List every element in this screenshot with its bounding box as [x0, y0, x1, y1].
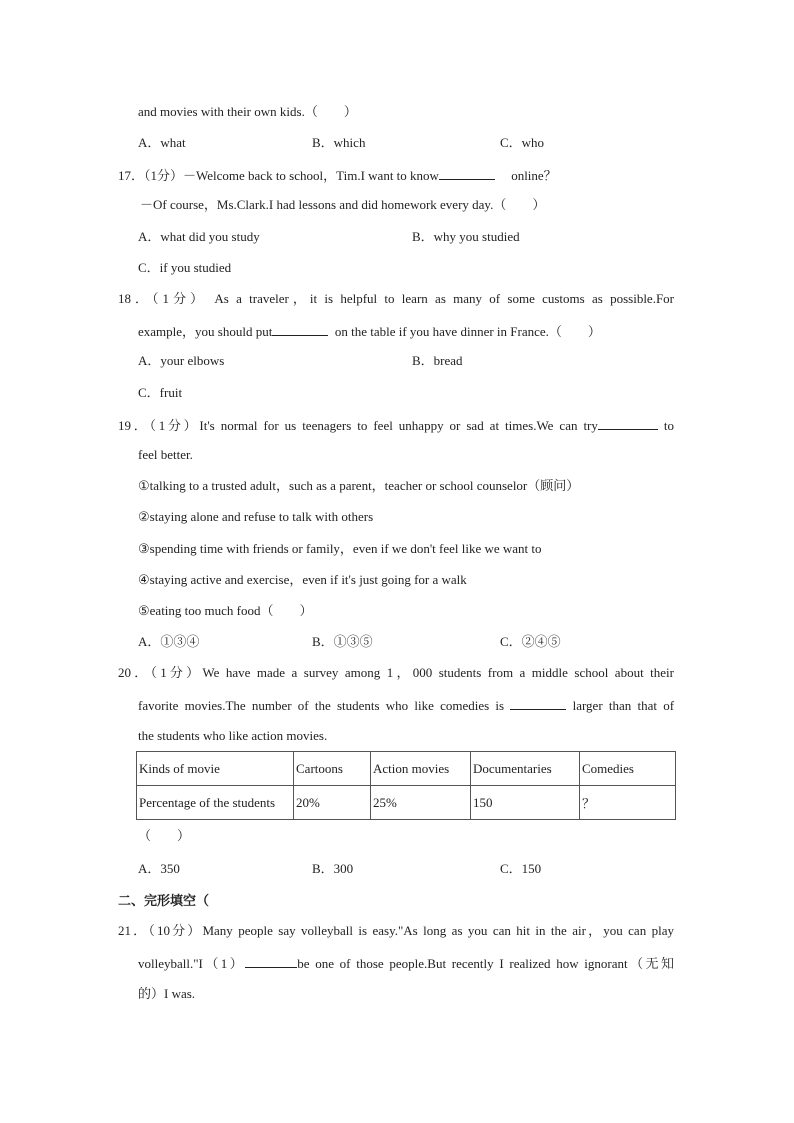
- q20-option-a[interactable]: A．350: [138, 861, 180, 876]
- q19-blank: [598, 415, 658, 430]
- q19-option-c[interactable]: C．②④⑤: [500, 634, 561, 649]
- q16-option-c[interactable]: C．who: [500, 135, 545, 150]
- section-heading-cloze: 二、完形填空（: [118, 894, 210, 909]
- q17-option-a[interactable]: A．what did you study: [138, 229, 260, 244]
- q17-text-b: online？: [511, 168, 557, 183]
- q21-text-2b: be one of those people.But recently I realized how ignorant（无知: [297, 956, 675, 971]
- q17-text-a: －Welcome back to school，Tim.I want to know: [183, 168, 439, 183]
- table-cell: Percentage of the students: [137, 786, 294, 820]
- table-header-cell: Documentaries: [471, 752, 580, 786]
- table-header-cell: Cartoons: [294, 752, 371, 786]
- q20-text-2a: favorite movies.The number of the students who like comedies is: [138, 698, 505, 713]
- q16-option-a[interactable]: A．what: [138, 135, 186, 150]
- q18-stem-line1: [118, 290, 674, 308]
- q19-option-a[interactable]: A．①③④: [138, 634, 200, 649]
- q16-stem-tail: and movies with their own kids.（ ）: [138, 104, 357, 119]
- q21-stem-line1: [118, 922, 674, 940]
- q19-stem-line2: feel better.: [138, 447, 193, 462]
- q19-item-3: ③spending time with friends or family，even if we don't feel like we want to: [138, 541, 542, 556]
- table-header-cell: Comedies: [580, 752, 676, 786]
- q18-text-2b: on the table if you have dinner in France.（ ）: [334, 324, 601, 339]
- table-cell: 150: [471, 786, 580, 820]
- q20-text-1: We have made a survey among 1，000 students from a middle school about their: [202, 665, 674, 680]
- q18-blank: [272, 321, 328, 336]
- q17-stem-line2: －Of course，Ms.Clark.I had lessons and did homework every day.（ ）: [140, 197, 546, 212]
- q18-text-2a: example，you should put: [138, 324, 273, 339]
- q18-text-1: As a traveler，it is helpful to learn as many of some customs as possible.For: [214, 291, 675, 306]
- q18-stem-line2: [138, 321, 601, 341]
- q19-item-5: ⑤eating too much food（ ）: [138, 603, 313, 618]
- q18-option-b[interactable]: B．bread: [412, 353, 463, 368]
- survey-table: [136, 751, 676, 820]
- q19-number: 19．（1分）: [118, 418, 200, 433]
- q18-number: 18．（1分）: [118, 291, 208, 306]
- q19-option-b[interactable]: B．①③⑤: [312, 634, 373, 649]
- q20-option-b[interactable]: B．300: [312, 861, 354, 876]
- q17-option-c[interactable]: C．if you studied: [138, 260, 232, 275]
- table-header-cell: Kinds of movie: [137, 752, 294, 786]
- q17-blank: [439, 165, 495, 180]
- table-header-cell: Action movies: [371, 752, 471, 786]
- q19-item-4: ④staying active and exercise，even if it's just going for a walk: [138, 572, 467, 587]
- q17-number: 17．（1分）: [118, 168, 184, 183]
- q17-option-b[interactable]: B．why you studied: [412, 229, 520, 244]
- table-cell: 20%: [294, 786, 371, 820]
- table-cell: 25%: [371, 786, 471, 820]
- q20-blank: [510, 695, 566, 710]
- table-row: [137, 786, 676, 820]
- q20-stem-line1: [118, 664, 674, 682]
- q20-stem-line2: [138, 695, 674, 715]
- q20-stem-line3: the students who like action movies.: [138, 728, 328, 743]
- q21-blank-1[interactable]: [245, 953, 297, 968]
- table-header-row: [137, 752, 676, 786]
- q20-number: 20．（1分）: [118, 665, 203, 680]
- q18-option-c[interactable]: C．fruit: [138, 385, 183, 400]
- q21-stem-line3: 的）I was.: [138, 986, 196, 1001]
- q20-text-2b: larger than that of: [572, 698, 675, 713]
- q21-number: 21．（10分）: [118, 923, 203, 938]
- q20-option-c[interactable]: C．150: [500, 861, 542, 876]
- q18-option-a[interactable]: A．your elbows: [138, 353, 225, 368]
- q19-stem-line1: [118, 415, 674, 435]
- q19-text-1a: It's normal for us teenagers to feel unhappy or sad at times.We can try: [199, 418, 598, 433]
- q19-item-2: ②staying alone and refuse to talk with others: [138, 509, 374, 524]
- q17-stem-line1: [118, 165, 557, 185]
- q20-answer-paren: （ ）: [138, 828, 191, 843]
- table-cell: ？: [580, 786, 676, 820]
- q19-text-1b: to: [663, 418, 674, 433]
- q21-text-1: Many people say volleyball is easy."As long as you can hit in the air，you can play: [202, 923, 674, 938]
- q21-stem-line2: [138, 953, 674, 973]
- q16-option-b[interactable]: B．which: [312, 135, 366, 150]
- q21-text-2a: volleyball."I（1）: [138, 956, 246, 971]
- q19-item-1: ①talking to a trusted adult，such as a parent，teacher or school counselor（顾问）: [138, 478, 580, 493]
